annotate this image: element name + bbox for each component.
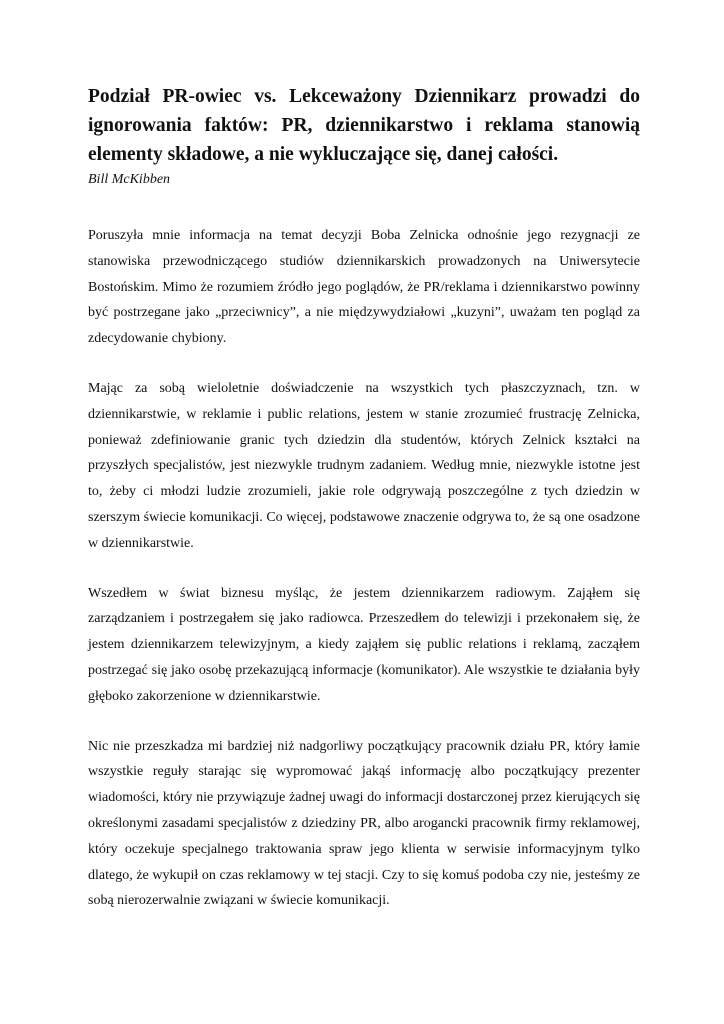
paragraph-1: Poruszyła mnie informacja na temat decyzji Boba Zelnicka odnośnie jego rezygnacji ze stanowiska przewodniczącego studiów dziennikarskich prowadzonych na Uniwersytecie Bostońskim. Mimo że rozumiem źródło jego poglądów, że PR/reklama i dziennikarstwo powinny być postrzegane jako „przeciwnicy”, a nie międzywydziałowi „kuzyni”, uważam ten pogląd za zdecydowanie chybiony. bbox=[88, 228, 640, 347]
paragraph-4: Nic nie przeszkadza mi bardziej niż nadgorliwy początkujący pracownik działu PR, który łamie wszystkie reguły starając się wypromować jakąś informację albo początkujący prezenter wiadomości, który nie przywiązuje żadnej uwagi do informacji dostarczonej przez kierujących się określonymi zasadami specjalistów z dziedziny PR, albo arogancki pracownik firmy reklamowej, który oczekuje specjalnego traktowania spraw jego klienta w serwisie informacyjnym tylko dlatego, że wykupił on czas reklamowy w tej stacji. Czy to się komuś podoba czy nie, jesteśmy ze sobą nierozerwalnie związani w świecie komunikacji. bbox=[88, 738, 640, 909]
article-author: Bill McKibben bbox=[88, 172, 171, 187]
article-title: Podział PR-owiec vs. Lekceważony Dziennikarz prowadzi do ignorowania faktów: PR, dziennikarstwo i reklama stanowią elementy składowe, a nie wykluczające się, danej całości. bbox=[88, 86, 640, 165]
article bbox=[88, 82, 640, 914]
paragraph-2: Mając za sobą wieloletnie doświadczenie na wszystkich tych płaszczyznach, tzn. w dziennikarstwie, w reklamie i public relations, jestem w stanie zrozumieć frustrację Zelnicka, ponieważ zdefiniowanie granic tych dziedzin dla studentów, których Zelnick kształci na przyszłych specjalistów, jest niezwykle trudnym zadaniem. Według mnie, niezwykle istotne jest to, żeby ci młodzi ludzie zrozumieli, jakie role odgrywają poszczególne z tych dziedzin w szerszym świecie komunikacji. Co więcej, podstawowe znaczenie odgrywa to, że są one osadzone w dziennikarstwie. bbox=[88, 380, 640, 551]
paragraph-3: Wszedłem w świat biznesu myśląc, że jestem dziennikarzem radiowym. Zająłem się zarządzaniem i postrzegałem się jako radiowca. Przeszedłem do telewizji i przekonałem się, że jestem dziennikarzem telewizyjnym, a kiedy zająłem się public relations i reklamą, zacząłem postrzegać się jako osobę przekazującą informacje (komunikator). Ale wszystkie te działania były głęboko zakorzenione w dziennikarstwie. bbox=[88, 585, 640, 704]
